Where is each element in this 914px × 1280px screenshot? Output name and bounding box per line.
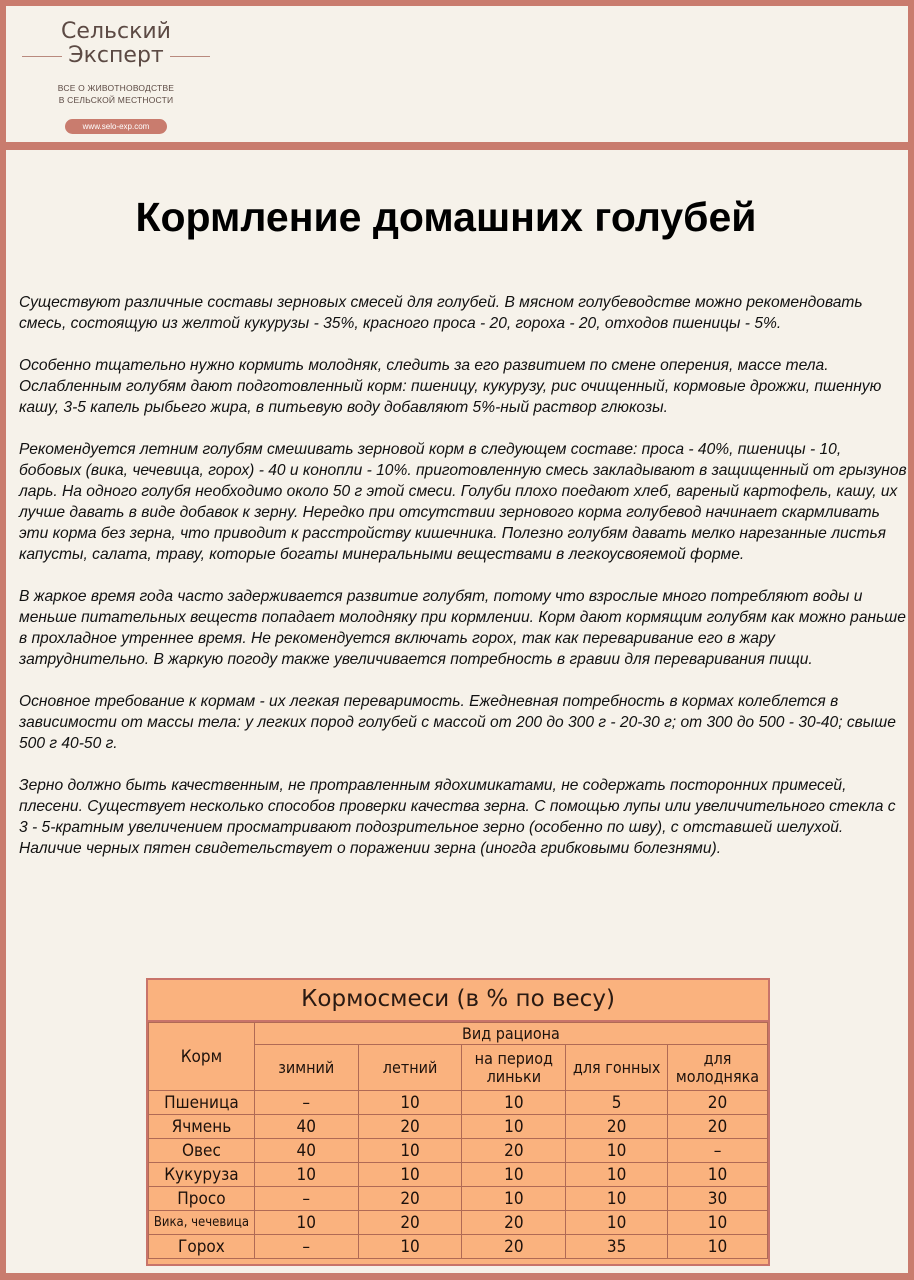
table-row [149, 1187, 768, 1211]
table-cell: 20 [462, 1211, 566, 1235]
table-cell: 10 [254, 1211, 358, 1235]
table-cell: 20 [358, 1211, 462, 1235]
table-cell: 20 [668, 1091, 768, 1115]
logo-rule-right [170, 56, 210, 57]
column-header: зимний [254, 1045, 358, 1091]
table-cell: 20 [566, 1115, 668, 1139]
corner-header: Корм [149, 1023, 255, 1091]
site-logo[interactable] [16, 16, 216, 136]
paragraph: Рекомендуется летним голубям смешивать зерновой корм в следующем составе: проса - 40%, пшеницы - 10, бобовых (вика, чечевица, горох) - 40 и конопли - 10%. приготовленную смесь закладывают в защищенный от грызунов ларь. На одного голубя необходимо около 50 г этой смеси. Голуби плохо поедают хлеб, вареный картофель, кашу, их лучше давать в виде добавок к зерну. Нередко при отсутствии зернового корма голубевод начинает скармливать эти корма без зерна, что приводит к расстройству кишечника. Полезно голубям давать мелко нарезанные листья капусты, салата, траву, которые богаты минеральными веществами в легкоусвояемой форме. [19, 441, 907, 563]
table-cell: 10 [358, 1091, 462, 1115]
table-cell: – [668, 1139, 768, 1163]
table-row [149, 1115, 768, 1139]
table-row [149, 1163, 768, 1187]
logo-rule-left [22, 56, 62, 57]
table-cell: 20 [358, 1187, 462, 1211]
article-title: Кормление домашних голубей [135, 194, 757, 240]
row-label: Горох [149, 1235, 255, 1259]
site-header [6, 6, 908, 142]
column-header: для гонных [566, 1045, 668, 1091]
row-label: Пшеница [149, 1091, 255, 1115]
table-grid [148, 1022, 768, 1259]
table-cell: 10 [462, 1187, 566, 1211]
table-cell: 10 [566, 1187, 668, 1211]
row-label: Ячмень [149, 1115, 255, 1139]
table-row [149, 1139, 768, 1163]
table-row [149, 1235, 768, 1259]
table-cell: 35 [566, 1235, 668, 1259]
group-header: Вид рациона [254, 1023, 767, 1045]
table-row [149, 1211, 768, 1235]
column-header: на период линьки [462, 1045, 566, 1091]
table-cell: 10 [358, 1235, 462, 1259]
row-label: Овес [149, 1139, 255, 1163]
logo-tagline-2: В СЕЛЬСКОЙ МЕСТНОСТИ [58, 95, 174, 105]
table-cell: 10 [668, 1163, 768, 1187]
article-page [6, 150, 908, 1273]
table-cell: 20 [358, 1115, 462, 1139]
table-cell: 10 [254, 1163, 358, 1187]
logo-line2: Эксперт [68, 43, 164, 68]
article-body [19, 292, 907, 880]
table-cell: 10 [566, 1163, 668, 1187]
table-cell: – [254, 1187, 358, 1211]
table-cell: 5 [566, 1091, 668, 1115]
table-title: Кормосмеси (в % по весу) [148, 980, 768, 1022]
feed-mix-table [146, 978, 770, 1266]
table-cell: 40 [254, 1115, 358, 1139]
logo-tagline [16, 82, 216, 106]
table-cell: 10 [668, 1211, 768, 1235]
table-row [149, 1091, 768, 1115]
table-cell: 10 [462, 1163, 566, 1187]
table-cell: 10 [566, 1211, 668, 1235]
table-cell: 20 [462, 1235, 566, 1259]
table-cell: 20 [668, 1115, 768, 1139]
row-label: Кукуруза [149, 1163, 255, 1187]
table-cell: 10 [462, 1115, 566, 1139]
site-url-badge[interactable]: www.selo-exp.com [65, 119, 168, 134]
paragraph: Зерно должно быть качественным, не протравленным ядохимикатами, не содержать посторонних примесей, плесени. Существует несколько способов проверки качества зерна. С помощью лупы или увеличительного стекла с 3 - 5-кратным увеличением просматривают подозрительное зерно (особенно по шву), с отставшей шелухой. Наличие черных пятен свидетельствует о поражении зерна (иногда грибковыми болезнями). [19, 777, 896, 857]
table-cell: 40 [254, 1139, 358, 1163]
logo-line1: Сельский [61, 19, 171, 44]
paragraph: Основное требование к кормам - их легкая переваримость. Ежедневная потребность в кормах колеблется в зависимости от массы тела: у легких пород голубей с массой от 200 до 300 г - 20-30 г; от 300 до 500 - 30-40; свыше 500 г 40-50 г. [19, 693, 896, 752]
row-label: Просо [149, 1187, 255, 1211]
column-header: летний [358, 1045, 462, 1091]
table-cell: 30 [668, 1187, 768, 1211]
logo-tagline-1: ВСЕ О ЖИВОТНОВОДСТВЕ [57, 83, 175, 93]
column-header: для молодняка [668, 1045, 768, 1091]
paragraph: Особенно тщательно нужно кормить молодняк, следить за его развитием по смене оперения, массе тела. Ослабленным голубям дают подготовленный корм: пшеницу, кукурузу, рис очищенный, кормовые дрожжи, пшенную кашу, 3-5 капель рыбьего жира, в питьевую воду добавляют 5%-ный раствор глюкозы. [19, 357, 882, 416]
table-cell: 10 [668, 1235, 768, 1259]
table-cell: 10 [358, 1139, 462, 1163]
table-cell: – [254, 1091, 358, 1115]
paragraph: Существуют различные составы зерновых смесей для голубей. В мясном голубеводстве можно рекомендовать смесь, состоящую из желтой кукурузы - 35%, красного проса - 20, гороха - 20, отходов пшеницы - 5%. [19, 294, 863, 332]
table-cell: 10 [566, 1139, 668, 1163]
table-cell: 10 [462, 1091, 566, 1115]
paragraph: В жаркое время года часто задерживается развитие голубят, потому что взрослые много потребляют воды и меньше питательных веществ попадает молодняку при кормлении. Корм дают кормящим голубям как можно раньше в прохладное утреннее время. Не рекомендуется включать горох, так как переваривание его в жару затруднительно. В жаркую погоду также увеличивается потребность в гравии для переваривания пищи. [19, 588, 906, 668]
row-label: Вика, чечевица [149, 1211, 255, 1235]
table-cell: – [254, 1235, 358, 1259]
table-cell: 20 [462, 1139, 566, 1163]
table-cell: 10 [358, 1163, 462, 1187]
